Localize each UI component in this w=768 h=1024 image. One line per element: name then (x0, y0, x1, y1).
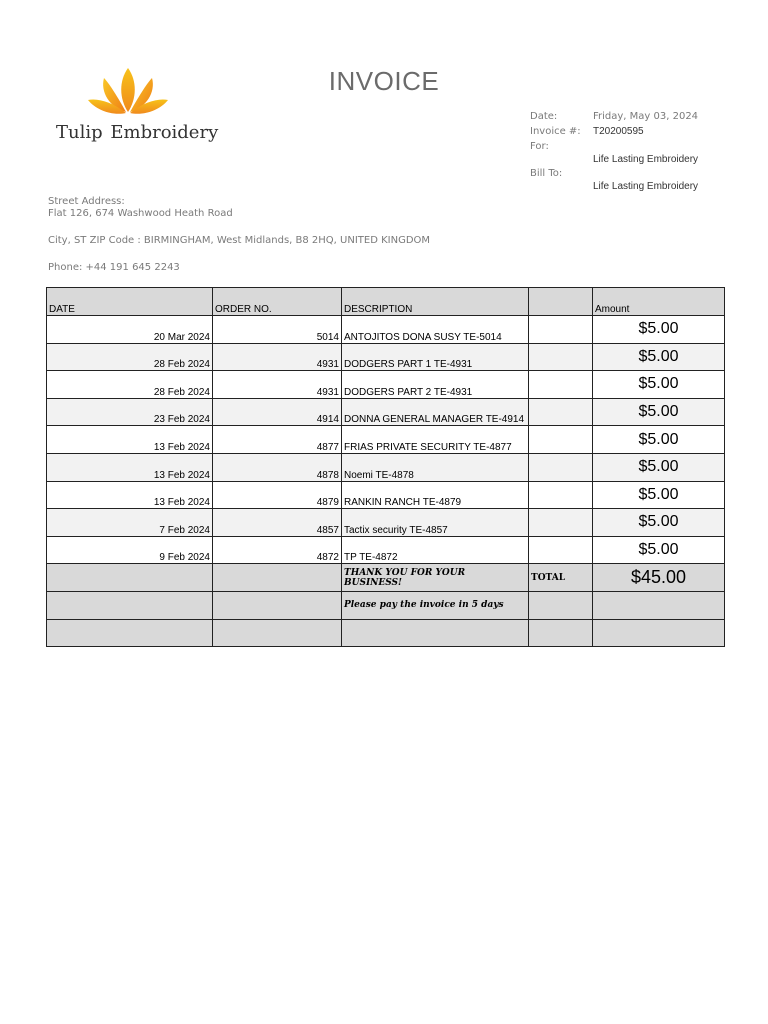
footer-blank (593, 591, 725, 619)
date-value: Friday, May 03, 2024 (593, 111, 699, 122)
footer-blank (342, 619, 529, 647)
footer-blank (213, 619, 342, 647)
total-label: TOTAL (529, 564, 593, 592)
footer-blank (47, 591, 213, 619)
bill-to-label: Bill To: (530, 168, 563, 179)
row-order-no: 5014 (213, 316, 342, 344)
table-row (47, 371, 725, 399)
header-blank (529, 288, 593, 316)
row-date: 7 Feb 2024 (47, 509, 213, 537)
table-row (47, 343, 725, 371)
row-date: 28 Feb 2024 (47, 343, 213, 371)
row-amount: $5.00 (593, 536, 725, 564)
for-value: Life Lasting Embroidery (593, 154, 699, 165)
row-description: DODGERS PART 2 TE-4931 (342, 371, 529, 399)
row-description: RANKIN RANCH TE-4879 (342, 481, 529, 509)
invoice-number-value: T20200595 (593, 126, 644, 137)
row-date: 9 Feb 2024 (47, 536, 213, 564)
city-zip-line: City, ST ZIP Code : BIRMINGHAM, West Midlands, B8 2HQ, UNITED KINGDOM (48, 235, 431, 246)
footer-blank (213, 591, 342, 619)
row-blank (529, 316, 593, 344)
footer-blank (47, 564, 213, 592)
row-description: DONNA GENERAL MANAGER TE-4914 (342, 398, 529, 426)
row-description: FRIAS PRIVATE SECURITY TE-4877 (342, 426, 529, 454)
row-amount: $5.00 (593, 398, 725, 426)
row-date: 28 Feb 2024 (47, 371, 213, 399)
header-description: DESCRIPTION (342, 288, 529, 316)
row-amount: $5.00 (593, 509, 725, 537)
table-row (47, 509, 725, 537)
row-order-no: 4879 (213, 481, 342, 509)
invoice-title: INVOICE (328, 66, 440, 96)
thank-you-message: THANK YOU FOR YOUR BUSINESS! (342, 564, 529, 592)
row-amount: $5.00 (593, 426, 725, 454)
street-address-label: Street Address: (48, 196, 125, 207)
row-amount: $5.00 (593, 343, 725, 371)
bill-to-value: Life Lasting Embroidery (593, 181, 699, 192)
row-blank (529, 536, 593, 564)
for-label: For: (530, 141, 549, 152)
header-amount: Amount (593, 288, 725, 316)
row-date: 20 Mar 2024 (47, 316, 213, 344)
table-row (47, 453, 725, 481)
street-address-value: Flat 126, 674 Washwood Heath Road (48, 208, 233, 219)
row-order-no: 4857 (213, 509, 342, 537)
invoice-number-label: Invoice #: (530, 126, 581, 137)
row-blank (529, 398, 593, 426)
table-row (47, 426, 725, 454)
row-description: Noemi TE-4878 (342, 453, 529, 481)
row-amount: $5.00 (593, 316, 725, 344)
table-row (47, 481, 725, 509)
empty-footer-row (47, 619, 725, 647)
row-blank (529, 343, 593, 371)
footer-blank (47, 619, 213, 647)
row-date: 13 Feb 2024 (47, 481, 213, 509)
row-order-no: 4872 (213, 536, 342, 564)
footer-blank (529, 619, 593, 647)
footer-blank (593, 619, 725, 647)
row-blank (529, 509, 593, 537)
payment-terms-note: Please pay the invoice in 5 days (342, 591, 529, 619)
footer-blank (529, 591, 593, 619)
row-order-no: 4877 (213, 426, 342, 454)
row-description: TP TE-4872 (342, 536, 529, 564)
phone-line: Phone: +44 191 645 2243 (48, 262, 180, 273)
row-blank (529, 426, 593, 454)
row-amount: $5.00 (593, 481, 725, 509)
row-blank (529, 453, 593, 481)
total-amount: $45.00 (593, 564, 725, 592)
footer-blank (213, 564, 342, 592)
invoice-items-table (46, 287, 725, 647)
row-amount: $5.00 (593, 371, 725, 399)
date-label: Date: (530, 111, 558, 122)
row-description: DODGERS PART 1 TE-4931 (342, 343, 529, 371)
total-row (47, 564, 725, 592)
row-order-no: 4931 (213, 343, 342, 371)
row-date: 23 Feb 2024 (47, 398, 213, 426)
row-date: 13 Feb 2024 (47, 453, 213, 481)
row-amount: $5.00 (593, 453, 725, 481)
table-header-row (47, 288, 725, 316)
table-row (47, 536, 725, 564)
payment-note-row (47, 591, 725, 619)
row-date: 13 Feb 2024 (47, 426, 213, 454)
row-order-no: 4878 (213, 453, 342, 481)
row-order-no: 4931 (213, 371, 342, 399)
header-date: DATE (47, 288, 213, 316)
row-blank (529, 371, 593, 399)
company-name: Tulip Embroidery (56, 122, 219, 143)
table-row (47, 316, 725, 344)
row-order-no: 4914 (213, 398, 342, 426)
row-blank (529, 481, 593, 509)
row-description: ANTOJITOS DONA SUSY TE-5014 (342, 316, 529, 344)
row-description: Tactix security TE-4857 (342, 509, 529, 537)
header-order-no: ORDER NO. (213, 288, 342, 316)
table-row (47, 398, 725, 426)
